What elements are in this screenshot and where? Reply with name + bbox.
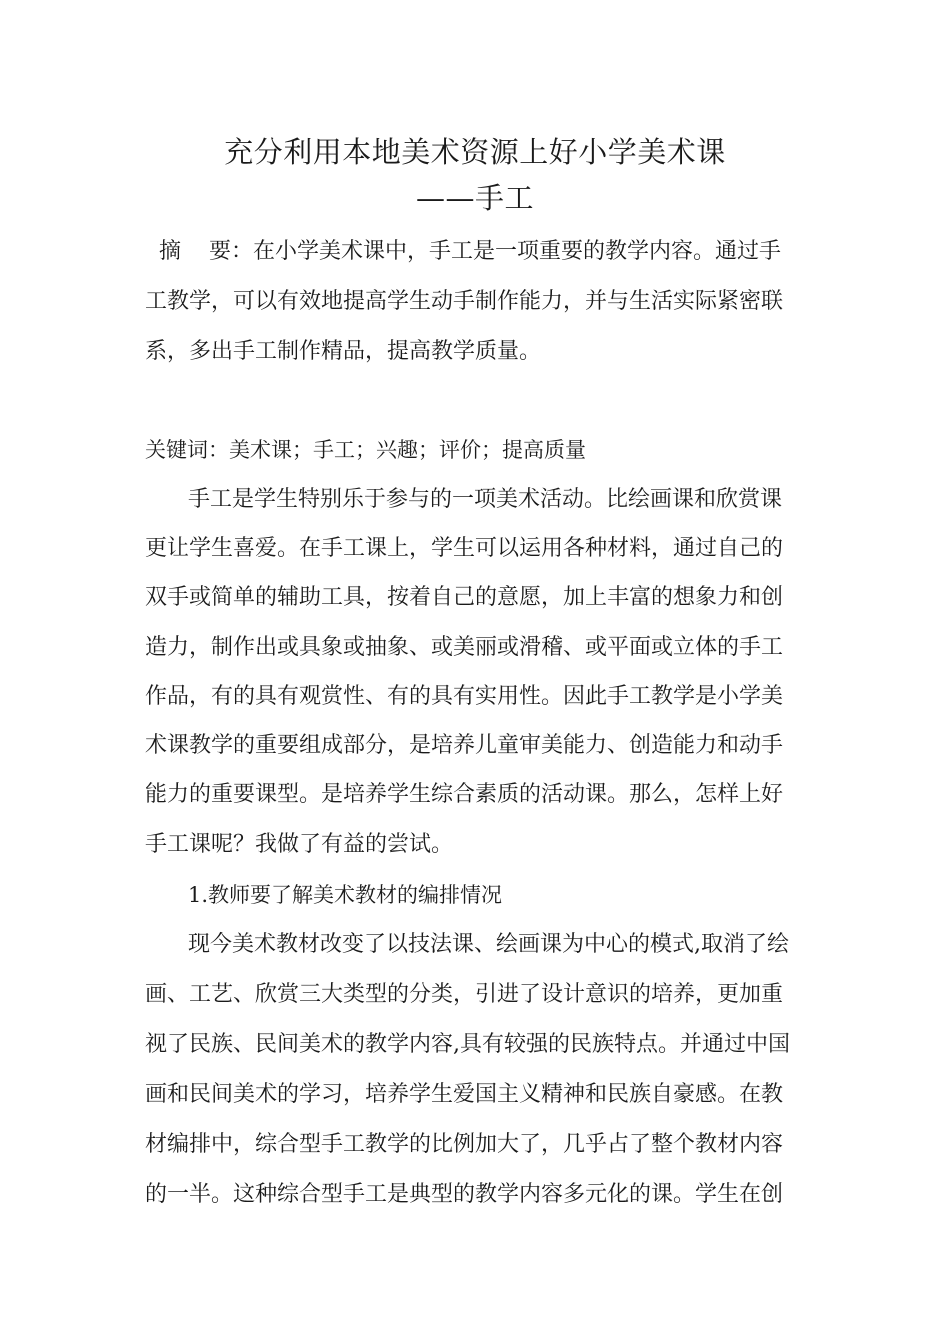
paragraph-line: 视了民族、民间美术的教学内容,具有较强的民族特点。并通过中国 xyxy=(145,1032,790,1057)
abstract-line: 摘 要：在小学美术课中，手工是一项重要的教学内容。通过手 xyxy=(145,239,781,264)
paragraph-line: 作品，有的具有观赏性、有的具有实用性。因此手工教学是小学美 xyxy=(145,684,784,709)
paragraph-line: 术课教学的重要组成部分，是培养儿童审美能力、创造能力和动手 xyxy=(145,733,784,758)
paragraph-line: 手工课呢？我做了有益的尝试。 xyxy=(145,832,454,857)
paragraph-line: 手工是学生特别乐于参与的一项美术活动。比绘画课和欣赏课 xyxy=(188,487,783,512)
abstract-line: 工教学，可以有效地提高学生动手制作能力，并与生活实际紧密联 xyxy=(145,289,784,314)
paragraph-line: 画和民间美术的学习，培养学生爱国主义精神和民族自豪感。在教 xyxy=(145,1082,784,1107)
section-heading: 1.教师要了解美术教材的编排情况 xyxy=(188,883,503,907)
keywords: 关键词：美术课；手工；兴趣；评价；提高质量 xyxy=(145,438,586,462)
paragraph-line: 双手或简单的辅助工具，按着自己的意愿，加上丰富的想象力和创 xyxy=(145,585,784,610)
document-subtitle: ——手工 xyxy=(415,181,534,215)
paragraph-line: 造力，制作出或具象或抽象、或美丽或滑稽、或平面或立体的手工 xyxy=(145,635,784,660)
paragraph-line: 更让学生喜爱。在手工课上，学生可以运用各种材料，通过自己的 xyxy=(145,536,784,561)
paragraph-line: 画、工艺、欣赏三大类型的分类，引进了设计意识的培养，更加重 xyxy=(145,982,784,1007)
paragraph-line: 现今美术教材改变了以技法课、绘画课为中心的模式,取消了绘 xyxy=(188,932,789,957)
paragraph-line: 能力的重要课型。是培养学生综合素质的活动课。那么，怎样上好 xyxy=(145,782,784,807)
paragraph-line: 的一半。这种综合型手工是典型的教学内容多元化的课。学生在创 xyxy=(145,1182,784,1207)
abstract-line: 系，多出手工制作精品，提高教学质量。 xyxy=(145,339,542,364)
document-title: 充分利用本地美术资源上好小学美术课 xyxy=(224,135,726,169)
paragraph-line: 材编排中，综合型手工教学的比例加大了，几乎占了整个教材内容 xyxy=(145,1132,784,1157)
